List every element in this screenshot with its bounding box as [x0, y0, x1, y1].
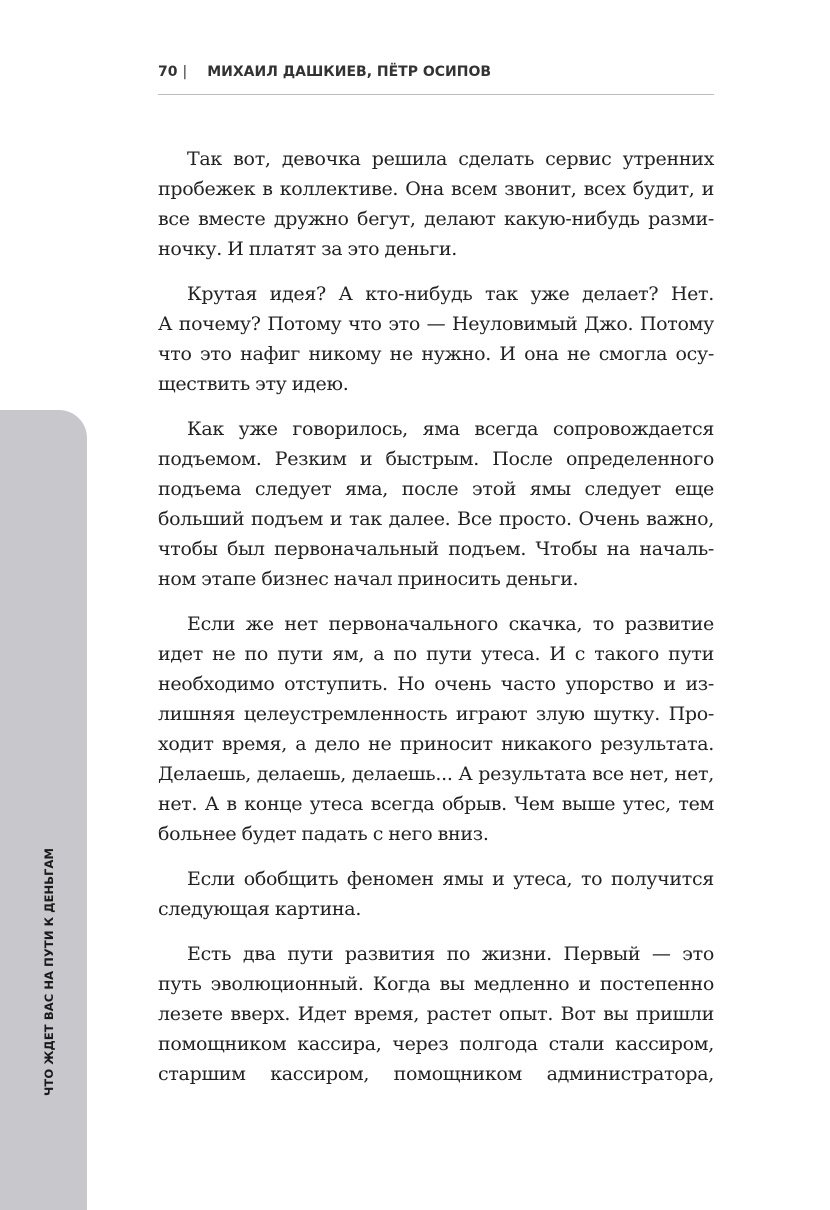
header-authors: МИХАИЛ ДАШКИЕВ, ПЁТР ОСИПОВ — [207, 64, 492, 80]
text-line: Крутая идея? А кто-нибудь так уже делает? Нет. — [187, 283, 714, 305]
chapter-side-label: ЧТО ЖДЕТ ВАС НА ПУТИ К ДЕНЬГАМ — [42, 847, 56, 1096]
text-line: ном этапе бизнес начал приносить деньги. — [158, 568, 579, 590]
paragraph — [158, 279, 714, 399]
text-line: больнее будет падать с него вниз. — [158, 823, 489, 845]
text-line: помощником кассира, через полгода стали кассиром, — [158, 1033, 714, 1055]
body-text — [158, 144, 714, 1104]
text-line: лезете вверх. Идет время, растет опыт. Вот вы пришли — [158, 1003, 714, 1025]
text-line: лишняя целеустремленность играют злую шутку. Про- — [158, 703, 714, 725]
paragraph — [158, 864, 714, 924]
text-line: что это нафиг никому не нужно. И она не смогла осу- — [158, 343, 714, 365]
running-header — [158, 64, 714, 95]
paragraph — [158, 609, 714, 849]
text-line: идет не по пути ям, а по пути утеса. И с такого пути — [158, 643, 714, 665]
text-line: чтобы был первоначальный подъем. Чтобы на началь- — [158, 538, 714, 560]
text-line: все вместе дружно бегут, делают какую-нибудь разми- — [158, 208, 714, 230]
header-separator: | — [182, 64, 188, 80]
paragraph — [158, 414, 714, 594]
text-line: пробежек в коллективе. Она всем звонит, всех будит, и — [158, 178, 714, 200]
page-number: 70 — [158, 64, 178, 80]
paragraph — [158, 144, 714, 264]
text-line: следующая картина. — [158, 898, 362, 920]
text-line: путь эволюционный. Когда вы медленно и постепенно — [158, 973, 714, 995]
text-line: ществить эту идею. — [158, 373, 349, 395]
text-line: Так вот, девочка решила сделать сервис утренних — [187, 148, 714, 170]
text-line: Если же нет первоначального скачка, то развитие — [187, 613, 714, 635]
text-line: Как уже говорилось, яма всегда сопровождается — [187, 418, 714, 440]
text-line: Делаешь, делаешь, делаешь... А результата все нет, нет, — [158, 763, 714, 785]
text-line: Есть два пути развития по жизни. Первый — это — [187, 943, 714, 965]
text-line: А почему? Потому что это — Неуловимый Джо. Потому — [158, 313, 714, 335]
text-line: нет. А в конце утеса всегда обрыв. Чем выше утес, тем — [158, 793, 714, 815]
paragraph — [158, 939, 714, 1089]
text-line: ночку. И платят за это деньги. — [158, 238, 457, 260]
text-line: больший подъем и так далее. Все просто. Очень важно, — [158, 508, 714, 530]
text-line: подъема следует яма, после этой ямы следует еще — [158, 478, 714, 500]
text-line: подъемом. Резким и быстрым. После определенного — [158, 448, 714, 470]
text-line: ходит время, а дело не приносит никакого результата. — [158, 733, 714, 755]
text-line: Если обобщить феномен ямы и утеса, то получится — [187, 868, 714, 890]
text-line: старшим кассиром, помощником администратора, — [158, 1063, 714, 1085]
text-line: необходимо отступить. Но очень часто упорство и из- — [158, 673, 714, 695]
